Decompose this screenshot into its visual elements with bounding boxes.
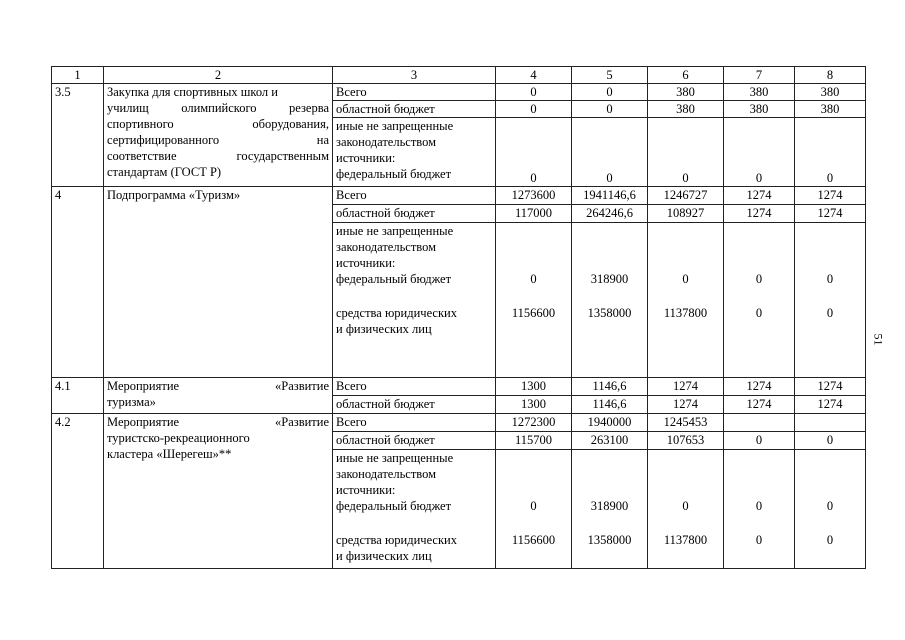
- source-label: областной бюджет: [333, 432, 496, 450]
- name-line: Мероприятие «Развитие: [107, 379, 329, 393]
- value-cell: 318900 1358000: [572, 223, 648, 378]
- table-row: [52, 414, 866, 432]
- source-label: [333, 223, 496, 378]
- source-line: иные не запрещенные: [336, 119, 454, 133]
- name-line: Закупка для спортивных школ и: [107, 85, 278, 99]
- header-cell: 7: [724, 67, 795, 84]
- source-label: [333, 450, 496, 569]
- value-cell: 1274: [724, 396, 795, 414]
- source-line: источники:: [336, 256, 396, 270]
- source-line: законодательством: [336, 135, 437, 149]
- value-cell: 1300: [496, 378, 572, 396]
- name-line: спортивного оборудования,: [107, 117, 329, 131]
- value-cell: 0: [795, 432, 866, 450]
- name-line: соответствие государственным: [107, 149, 329, 163]
- source-line: законодательством: [336, 240, 437, 254]
- value-cell: 1274: [648, 396, 724, 414]
- page-number: 51: [871, 333, 886, 346]
- source-label: Всего: [333, 378, 496, 396]
- value-cell: 108927: [648, 205, 724, 223]
- header-cell: 1: [52, 67, 104, 84]
- value-cell: 380: [648, 101, 724, 118]
- value-cell: 1300: [496, 396, 572, 414]
- value-cell: 0: [496, 84, 572, 101]
- value-cell: 380: [724, 84, 795, 101]
- value-cell: 1274: [795, 187, 866, 205]
- source-label: областной бюджет: [333, 396, 496, 414]
- value-cell: 0 0: [724, 450, 795, 569]
- source-line: законодательством: [336, 467, 437, 481]
- value-cell: 0 1137800: [648, 223, 724, 378]
- source-line: источники:: [336, 483, 396, 497]
- value-cell: [724, 414, 795, 432]
- value-cell: 1274: [724, 187, 795, 205]
- value-cell: 0: [572, 118, 648, 187]
- value-cell: 1146,6: [572, 396, 648, 414]
- value-cell: 0: [724, 118, 795, 187]
- name-line: училищ олимпийского резерва: [107, 101, 329, 115]
- value-cell: 0 0: [795, 223, 866, 378]
- value-cell: 0 1156600: [496, 450, 572, 569]
- row-id: 4.1: [52, 378, 104, 414]
- header-cell: 3: [333, 67, 496, 84]
- row-name: [104, 414, 333, 569]
- source-label: областной бюджет: [333, 101, 496, 118]
- name-line: туризма»: [107, 395, 156, 409]
- value-cell: 107653: [648, 432, 724, 450]
- value-cell: 1273600: [496, 187, 572, 205]
- header-cell: 4: [496, 67, 572, 84]
- value-cell: 1274: [648, 378, 724, 396]
- name-line: сертифицированного на: [107, 133, 329, 147]
- value-cell: 1246727: [648, 187, 724, 205]
- value-cell: 117000: [496, 205, 572, 223]
- header-cell: 8: [795, 67, 866, 84]
- value-cell: 0: [724, 432, 795, 450]
- value-cell: 0: [648, 118, 724, 187]
- value-cell: 264246,6: [572, 205, 648, 223]
- table-row: [52, 187, 866, 205]
- name-line: туристско-рекреационного: [107, 431, 250, 445]
- value-cell: 0 0: [795, 450, 866, 569]
- value-cell: [795, 414, 866, 432]
- source-label: [333, 118, 496, 187]
- row-id: 4: [52, 187, 104, 378]
- name-line: стандартам (ГОСТ Р): [107, 165, 222, 179]
- value-cell: 380: [795, 84, 866, 101]
- source-line: средства юридических: [336, 306, 457, 320]
- value-cell: 1274: [724, 205, 795, 223]
- row-name: [104, 84, 333, 187]
- row-id: 4.2: [52, 414, 104, 569]
- budget-table: [51, 66, 866, 569]
- header-cell: 6: [648, 67, 724, 84]
- value-cell: 1941146,6: [572, 187, 648, 205]
- value-cell: 380: [795, 101, 866, 118]
- value-cell: 1272300: [496, 414, 572, 432]
- source-line: иные не запрещенные: [336, 451, 454, 465]
- source-line: источники:: [336, 151, 396, 165]
- header-row: [52, 67, 866, 84]
- row-name: [104, 378, 333, 414]
- value-cell: 1274: [795, 205, 866, 223]
- value-cell: 1146,6: [572, 378, 648, 396]
- value-cell: 380: [648, 84, 724, 101]
- source-label: Всего: [333, 187, 496, 205]
- source-label: Всего: [333, 414, 496, 432]
- source-line: федеральный бюджет: [336, 167, 452, 181]
- source-line: и физических лиц: [336, 549, 432, 563]
- name-line: Мероприятие «Развитие: [107, 415, 329, 429]
- value-cell: 1940000: [572, 414, 648, 432]
- value-cell: 0: [795, 118, 866, 187]
- value-cell: 1274: [724, 378, 795, 396]
- source-line: и физических лиц: [336, 322, 432, 336]
- value-cell: 318900 1358000: [572, 450, 648, 569]
- value-cell: 263100: [572, 432, 648, 450]
- row-id: 3.5: [52, 84, 104, 187]
- source-line: федеральный бюджет: [336, 499, 452, 513]
- table-row: [52, 378, 866, 396]
- value-cell: 380: [724, 101, 795, 118]
- value-cell: 0 1156600: [496, 223, 572, 378]
- value-cell: 0: [496, 101, 572, 118]
- source-line: иные не запрещенные: [336, 224, 454, 238]
- value-cell: 1274: [795, 378, 866, 396]
- value-cell: 0: [572, 101, 648, 118]
- header-cell: 2: [104, 67, 333, 84]
- value-cell: 115700: [496, 432, 572, 450]
- name-line: кластера «Шерегеш»**: [107, 447, 232, 461]
- value-cell: 0: [572, 84, 648, 101]
- header-cell: 5: [572, 67, 648, 84]
- source-line: федеральный бюджет: [336, 272, 452, 286]
- value-cell: 0 0: [724, 223, 795, 378]
- value-cell: 1274: [795, 396, 866, 414]
- source-line: средства юридических: [336, 533, 457, 547]
- value-cell: 0 1137800: [648, 450, 724, 569]
- table-row: [52, 84, 866, 101]
- row-name: Подпрограмма «Туризм»: [104, 187, 333, 378]
- source-label: областной бюджет: [333, 205, 496, 223]
- source-label: Всего: [333, 84, 496, 101]
- value-cell: 0: [496, 118, 572, 187]
- value-cell: 1245453: [648, 414, 724, 432]
